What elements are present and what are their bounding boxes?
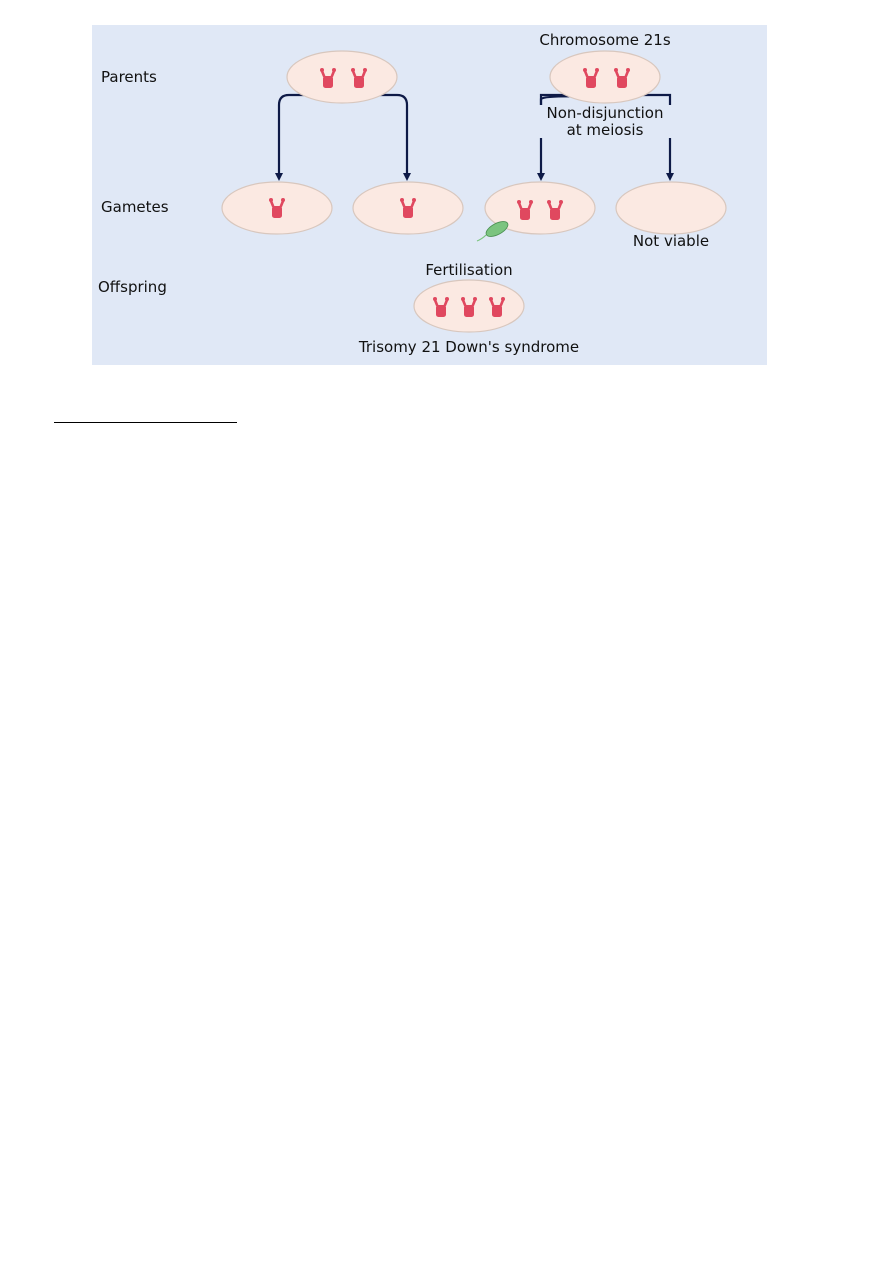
gamete-cell-normal-1 <box>222 182 332 234</box>
section-underline <box>54 422 237 423</box>
row-label-offspring: Offspring <box>98 278 167 296</box>
not-viable-label: Not viable <box>632 232 710 250</box>
trisomy-result-label: Trisomy 21 Down's syndrome <box>358 338 580 356</box>
diagram-canvas <box>92 25 767 365</box>
offspring-cell-trisomy <box>414 280 524 332</box>
nondisjunction-label-line-2: at meiosis <box>566 121 644 139</box>
left-branch-arrow-2 <box>342 95 407 177</box>
parent-cell-normal <box>287 51 397 103</box>
nondisjunction-label-line-1: Non-disjunction <box>546 104 664 122</box>
gamete-cell-normal-2 <box>353 182 463 234</box>
parent-cell-nondisjunction <box>550 51 660 103</box>
gamete-cell-nullisomic <box>616 182 726 234</box>
row-label-gametes: Gametes <box>101 198 169 216</box>
left-branch-arrow-1 <box>279 95 342 177</box>
chromosome-title: Chromosome 21s <box>539 31 671 49</box>
row-label-parents: Parents <box>101 68 157 86</box>
fertilisation-label: Fertilisation <box>425 261 513 279</box>
nondisjunction-diagram <box>92 25 767 365</box>
